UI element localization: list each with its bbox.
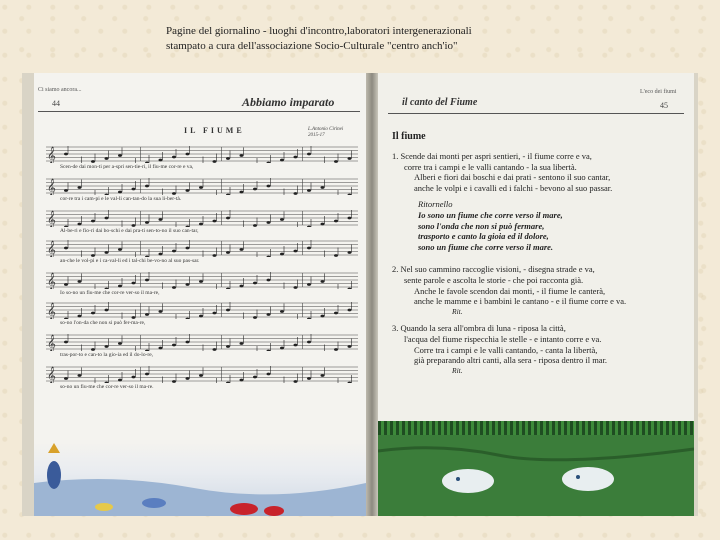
music-staff: [46, 271, 358, 297]
caption-line-2: stampato a cura dell'associazione Socio-Culturale "centro anch'io": [166, 40, 458, 52]
note-head: [253, 224, 257, 227]
note-head: [348, 382, 352, 383]
note-head: [226, 194, 230, 195]
note-head: [64, 189, 68, 192]
note-head: [253, 376, 257, 379]
note-head: [348, 345, 352, 348]
note-head: [91, 220, 95, 223]
note-head: [348, 309, 352, 312]
music-staff: [46, 177, 358, 203]
note-head: [267, 162, 271, 163]
poem-title: Il fiume: [392, 131, 426, 142]
note-head: [64, 247, 68, 250]
note-head: [159, 253, 163, 256]
note-head: [334, 254, 338, 257]
note-head: [226, 217, 230, 220]
treble-clef-icon: 𝄞: [47, 334, 56, 351]
note-head: [118, 154, 122, 157]
note-head: [307, 189, 311, 192]
note-head: [294, 380, 298, 383]
note-head: [294, 192, 298, 195]
note-head: [226, 157, 230, 160]
lyric-line: Scen-de dai mon-ti per a-spri sen-tie-ri, il fiu-me cor-re e va,: [60, 164, 194, 170]
note-head: [145, 373, 149, 376]
note-head: [172, 250, 176, 253]
note-head: [118, 248, 122, 251]
stanza2-line: 2. Nel suo cammino raccoglie visioni, - disegna strade e va,: [392, 264, 595, 275]
book-photo: [22, 73, 698, 516]
stanza3-line: già preparando altri canti, alla sera - riposa dentro il mar.: [414, 355, 608, 366]
stanza2-line: Anche le favole scendon dai monti, - il fiume le canterà,: [414, 285, 606, 296]
note-head: [105, 345, 109, 348]
composer-credit: [308, 127, 343, 139]
note-head: [294, 250, 298, 253]
note-head: [280, 253, 284, 256]
composer-date: 2015-17: [308, 133, 325, 138]
note-head: [240, 379, 244, 382]
note-head: [105, 251, 109, 254]
note-head: [105, 217, 109, 220]
note-head: [280, 218, 284, 221]
staff-lines: [46, 177, 358, 195]
note-head: [172, 344, 176, 347]
left-running-header: Ci siamo ancora...: [38, 87, 82, 93]
right-page: [378, 73, 694, 516]
fish-drawing: [34, 443, 366, 516]
note-head: [307, 283, 311, 286]
note-head: [321, 315, 325, 318]
note-head: [145, 313, 149, 316]
lyric-line: so-no l'on-da che non si può fer-ma-re,: [60, 320, 146, 326]
note-head: [240, 154, 244, 157]
note-head: [91, 312, 95, 315]
stanza1-line: 1. Scende dai monti per aspri sentieri, - il fiume corre e va,: [392, 151, 592, 161]
note-head: [307, 318, 311, 319]
staff-lines: [46, 301, 358, 319]
note-head: [334, 160, 338, 163]
poem-text: [392, 151, 688, 376]
staff-lines: [46, 365, 358, 383]
note-head: [199, 280, 203, 283]
stanza3-line: l'acqua del fiume rispecchia le stelle - e intanto corre e va.: [404, 333, 602, 344]
stanza2-line: sente parole e ascolta le storie - che poi racconta già.: [404, 274, 584, 285]
note-head: [186, 153, 190, 156]
staff-lines: [46, 145, 358, 163]
river-drawing-left: [34, 443, 366, 516]
note-head: [213, 220, 217, 223]
note-head: [118, 285, 122, 288]
lyric-line: Io so-no un fiu-me che cor-re ver-so il ma-re,: [60, 290, 160, 296]
right-page-number: 45: [660, 101, 668, 110]
note-head: [159, 159, 163, 162]
stanza1-line: Alberi e fiori dai boschi e dai prati - sentono il suo cantar,: [414, 172, 611, 183]
note-head: [267, 221, 271, 224]
composer-name: L.Antonio Cirinei: [308, 127, 344, 132]
note-head: [186, 377, 190, 380]
note-head: [267, 350, 271, 351]
slide-caption: [166, 24, 472, 54]
staff-lines: [46, 239, 358, 257]
note-head: [118, 191, 122, 194]
note-head: [321, 280, 325, 283]
note-head: [348, 157, 352, 160]
note-head: [321, 186, 325, 189]
lyric-line: tras-por-to e can-to la gio-ia ed il do-lo-re,: [60, 352, 154, 358]
lyric-line: cor-re tra i cam-pi e le val-li can-tan-do la sua li-ber-tà.: [60, 196, 182, 202]
note-head: [64, 153, 68, 156]
note-head: [186, 318, 190, 319]
music-staff: [46, 301, 358, 327]
note-head: [294, 344, 298, 347]
staff-lines: [46, 209, 358, 227]
music-staff: [46, 365, 358, 391]
note-head: [267, 185, 271, 188]
note-head: [186, 341, 190, 344]
note-head: [172, 156, 176, 159]
note-head: [132, 282, 136, 285]
note-head: [226, 345, 230, 348]
treble-clef-icon: 𝄞: [47, 210, 56, 227]
lyric-line: so-no un fiu-me che cor-re ver-so il ma-re.: [60, 384, 154, 390]
ritornello-line: sono un fiume che corre verso il mare.: [418, 241, 554, 252]
note-head: [145, 221, 149, 224]
note-head: [64, 283, 68, 286]
note-head: [267, 256, 271, 257]
note-head: [348, 288, 352, 289]
note-head: [334, 220, 338, 223]
note-head: [267, 373, 271, 376]
staff-lines: [46, 333, 358, 351]
note-head: [334, 348, 338, 351]
note-head: [294, 156, 298, 159]
note-head: [307, 341, 311, 344]
treble-clef-icon: 𝄞: [47, 272, 56, 289]
note-head: [307, 153, 311, 156]
note-head: [226, 288, 230, 289]
note-head: [253, 316, 257, 319]
note-head: [348, 251, 352, 254]
ritornello-line: trasporto e canto la gioia ed il dolore,: [418, 231, 549, 242]
note-head: [267, 279, 271, 282]
note-head: [267, 313, 271, 316]
treble-clef-icon: 𝄞: [47, 366, 56, 383]
note-head: [105, 157, 109, 160]
note-head: [118, 342, 122, 345]
music-staff: [46, 145, 358, 171]
rit-label: Rit.: [452, 365, 463, 375]
note-head: [199, 186, 203, 189]
note-head: [199, 374, 203, 377]
fish-drawing-right: [378, 421, 694, 516]
note-head: [213, 254, 217, 257]
note-head: [199, 223, 203, 226]
river-drawing-right: [378, 421, 694, 516]
note-head: [213, 348, 217, 351]
note-head: [240, 248, 244, 251]
note-head: [172, 380, 176, 383]
stanza2-line: anche le mamme e i bambini le cantano - e il fiume corre e va.: [414, 296, 627, 307]
note-head: [145, 279, 149, 282]
note-head: [78, 374, 82, 377]
note-head: [159, 347, 163, 350]
treble-clef-icon: 𝄞: [47, 146, 56, 163]
stanza3-line: 3. Quando la sera all'ombra di luna - riposa la città,: [392, 323, 566, 334]
treble-clef-icon: 𝄞: [47, 302, 56, 319]
note-head: [253, 282, 257, 285]
right-running-header: L'eco dei fiumi: [640, 89, 677, 95]
note-head: [307, 377, 311, 380]
stanza1-line: anche le volpi e i cavalli ed i falchi - bevono al suo passar.: [414, 182, 613, 193]
note-head: [213, 312, 217, 315]
note-head: [348, 194, 352, 195]
note-head: [240, 191, 244, 194]
note-head: [307, 247, 311, 250]
note-head: [145, 185, 149, 188]
header-rule: [38, 111, 360, 112]
lyric-line: an-che le vol-pi e i ca-val-li ed i tal-chi be-vo-no al suo pas-sar.: [60, 258, 200, 264]
note-head: [253, 188, 257, 191]
note-head: [240, 285, 244, 288]
left-page-number: 44: [52, 99, 60, 108]
note-head: [321, 223, 325, 226]
note-head: [159, 310, 163, 313]
note-head: [132, 376, 136, 379]
staff-lines: [46, 271, 358, 289]
note-head: [78, 280, 82, 283]
note-head: [78, 186, 82, 189]
music-staff: [46, 333, 358, 359]
note-head: [280, 310, 284, 313]
header-rule-right: [388, 113, 684, 114]
left-page: [34, 73, 366, 516]
note-head: [64, 341, 68, 344]
lyric-line: Al-be-ri e fio-ri dai bo-schi e dai pra-ti sen-to-no il suo can-tar,: [60, 228, 199, 234]
note-head: [172, 286, 176, 289]
note-head: [118, 379, 122, 382]
note-head: [321, 374, 325, 377]
right-section-title: il canto del Fiume: [402, 97, 478, 108]
stanza3-line: Corre tra i campi e le valli cantando, - canta la libertà,: [414, 344, 598, 355]
note-head: [159, 218, 163, 221]
book-spine: [366, 73, 378, 516]
note-head: [213, 160, 217, 163]
note-head: [64, 377, 68, 380]
note-head: [186, 247, 190, 250]
note-head: [226, 251, 230, 254]
rit-label: Rit.: [452, 306, 463, 316]
note-head: [240, 342, 244, 345]
note-head: [348, 217, 352, 220]
note-head: [280, 347, 284, 350]
treble-clef-icon: 𝄞: [47, 178, 56, 195]
treble-clef-icon: 𝄞: [47, 240, 56, 257]
note-head: [78, 315, 82, 318]
note-head: [280, 159, 284, 162]
caption-line-1: Pagine del giornalino - luoghi d'incontro,laboratori intergenerazionali: [166, 25, 472, 37]
left-section-title: Abbiamo imparato: [242, 95, 335, 109]
note-head: [186, 189, 190, 192]
note-head: [105, 309, 109, 312]
music-staff: [46, 209, 358, 235]
note-head: [186, 283, 190, 286]
note-head: [307, 226, 311, 227]
note-head: [294, 286, 298, 289]
note-head: [226, 382, 230, 383]
song-title: IL FIUME: [184, 126, 245, 135]
music-staff: [46, 239, 358, 265]
ritornello-label: Ritornello: [418, 199, 453, 210]
note-head: [199, 315, 203, 318]
ritornello-line: Io sono un fiume che corre verso il mare,: [418, 209, 563, 220]
note-head: [334, 312, 338, 315]
ritornello-line: sono l'onda che non si può fermare,: [418, 220, 545, 231]
stanza1-line: corre tra i campi e le valli cantando - la sua libertà.: [404, 161, 577, 172]
note-head: [226, 309, 230, 312]
note-head: [78, 223, 82, 226]
note-head: [132, 188, 136, 191]
